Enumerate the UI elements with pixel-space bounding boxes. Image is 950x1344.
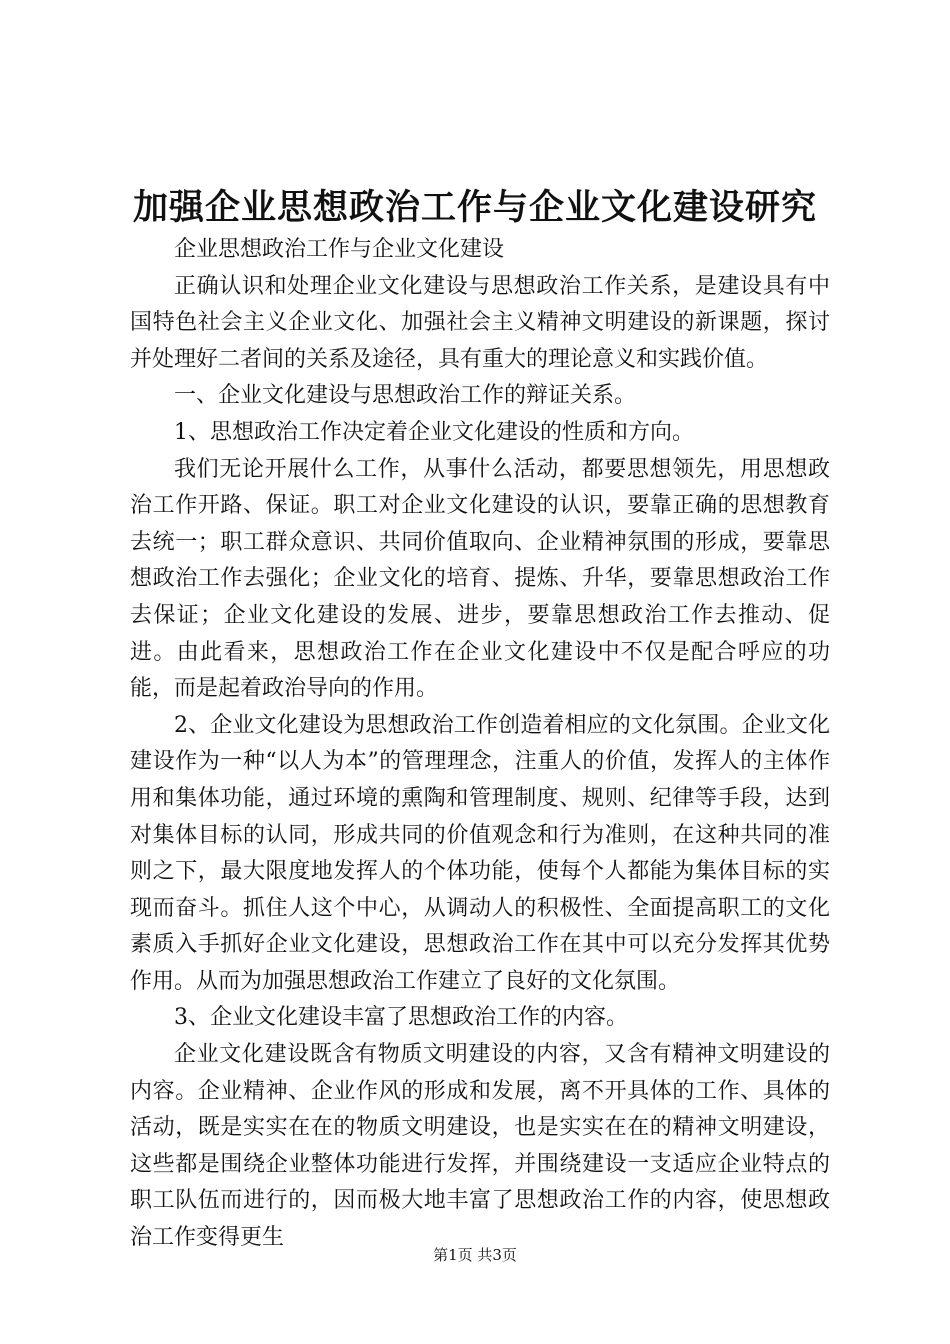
paragraph: 企业文化建设既含有物质文明建设的内容，又含有精神文明建设的内容。企业精神、企业作风的形成和发展，离不开具体的工作、具体的活动，既是实实在在的物质文明建设，也是实实在在的精神文明建设，这些都是围绕企业整体功能进行发挥，并围绕建设一支适应企业特点的职工队伍而进行的，因而极大地丰富了思想政治工作的内容，使思想政治工作变得更生 <box>130 1042 830 1251</box>
page-number-footer: 第1页 共3页 <box>433 1246 517 1264</box>
paragraph: 我们无论开展什么工作，从事什么活动，都要思想领先，用思想政治工作开路、保证。职工对企业文化建设的认识，要靠正确的思想教育去统一；职工群众意识、共同价值取向、企业精神氛围的形成，要靠思想政治工作去强化；企业文化的培育、提炼、升华，要靠思想政治工作去保证；企业文化建设的发展、进步，要靠思想政治工作去推动、促进。由此看来，思想政治工作在企业文化建设中不仅是配合呼应的功能，而是起着政治导向的作用。 <box>130 456 830 702</box>
document-body <box>130 232 830 1257</box>
paragraph: 企业思想政治工作与企业文化建设 <box>174 237 505 262</box>
paragraph: 1、思想政治工作决定着企业文化建设的性质和方向。 <box>174 419 694 445</box>
paragraph: 2、企业文化建设为思想政治工作创造着相应的文化氛围。企业文化建设作为一种“以人为本”的管理理念，注重人的价值，发挥人的主体作用和集体功能，通过环境的熏陶和管理制度、规则、纪律等手段，达到对集体目标的认同，形成共同的价值观念和行为准则，在这种共同的准则之下，最大限度地发挥人的个体功能，使每个人都能为集体目标的实现而奋斗。抓住人这个中心，从调动人的积极性、全面提高职工的文化素质入手抓好企业文化建设，思想政治工作在其中可以充分发挥其优势作用。从而为加强思想政治工作建立了良好的文化氛围。 <box>130 712 830 994</box>
paragraph: 一、企业文化建设与思想政治工作的辩证关系。 <box>174 383 637 409</box>
paragraph: 正确认识和处理企业文化建设与思想政治工作关系，是建设具有中国特色社会主义企业文化、加强社会主义精神文明建设的新课题，探讨并处理好二者间的关系及途径，具有重大的理论意义和实践价值。 <box>130 273 830 372</box>
paragraph: 3、企业文化建设丰富了思想政治工作的内容。 <box>174 1005 628 1031</box>
document-title: 加强企业思想政治工作与企业文化建设研究 <box>132 187 817 228</box>
